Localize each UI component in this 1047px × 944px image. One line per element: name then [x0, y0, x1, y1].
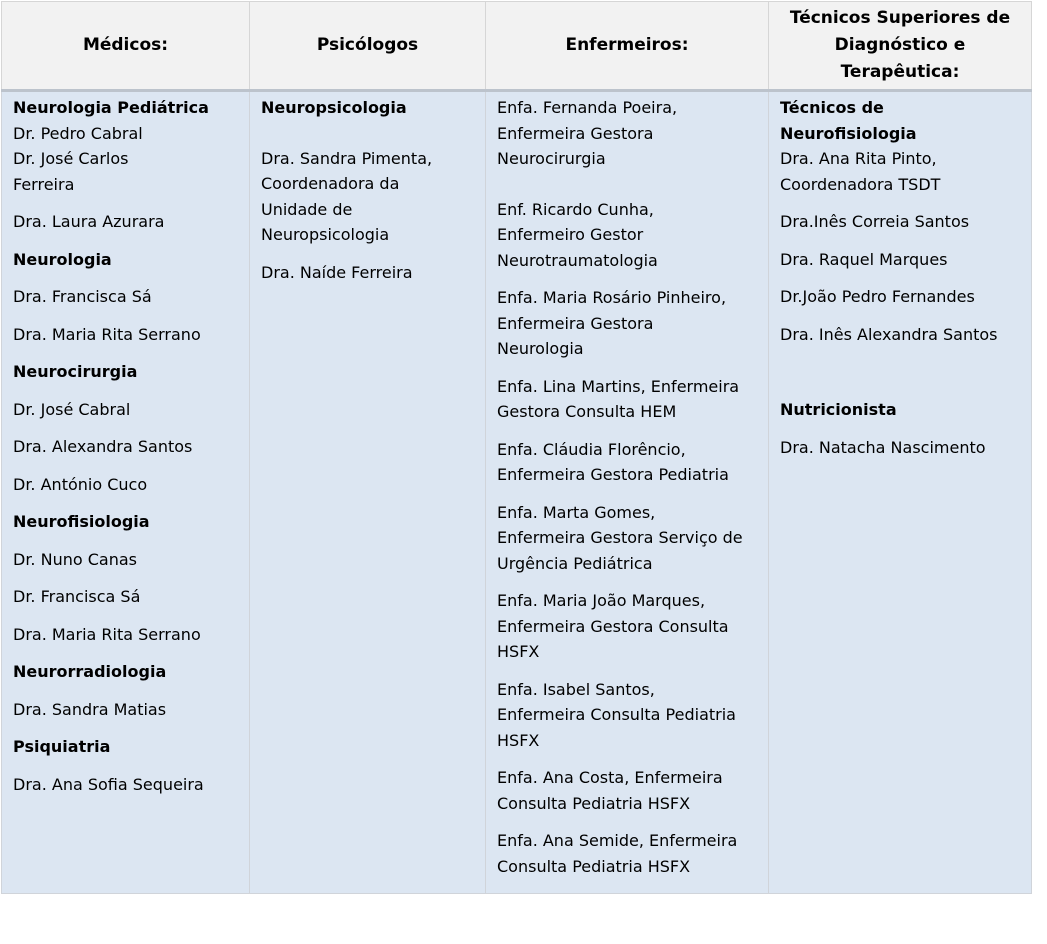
nurse-entry — [497, 437, 758, 488]
person-name: Dra.Inês Correia Santos — [780, 212, 970, 231]
nurse-role: Enfermeiro Gestor — [497, 225, 644, 244]
nurse-entry — [497, 500, 758, 577]
person-name: Dra. Ana Sofia Sequeira — [13, 774, 204, 794]
person-name: Dra. Ana Rita Pinto, — [780, 149, 937, 168]
person-name: Dra. Sandra Matias — [13, 699, 167, 719]
section-title: Neurologia — [13, 249, 112, 269]
person-name: Dra. Maria Rita Serrano — [13, 624, 201, 644]
nurse-unit: HSFX — [497, 642, 540, 661]
nurse-entry — [497, 197, 758, 274]
nurse-name: Enfa. Maria João Marques, — [497, 591, 706, 610]
header-row — [2, 2, 1032, 91]
person-name: Dra. Sandra Pimenta, — [261, 148, 433, 168]
nurse-role: Enfermeira Gestora Consulta — [497, 616, 729, 636]
person-name: Dra. Natacha Nascimento — [780, 437, 986, 457]
nurse-unit: Neurocirurgia — [497, 149, 606, 168]
nurse-unit: Neurotraumatologia — [497, 250, 658, 270]
person-name: Dra. Laura Azurara — [13, 212, 165, 231]
nurse-role: Consulta Pediatria HSFX — [497, 856, 691, 876]
nurse-entry — [497, 374, 758, 425]
person-name: Dr.João Pedro Fernandes — [780, 287, 975, 306]
nurse-entry — [497, 95, 758, 172]
nurse-role: Enfermeira Gestora Pediatria — [497, 465, 729, 484]
person-name: Ferreira — [13, 174, 75, 194]
section-title: Psiquiatria — [13, 737, 111, 756]
person-name: Dr. Nuno Canas — [13, 549, 137, 569]
nurse-name: Enfa. Lina Martins, Enfermeira — [497, 376, 740, 396]
nurse-name: Enfa. Marta Gomes, — [497, 502, 656, 522]
nurse-entry — [497, 285, 758, 362]
person-name: Dra. Naíde Ferreira — [261, 262, 413, 282]
tecnicos-cell — [769, 91, 1032, 894]
nurse-name: Enfa. Fernanda Poeira, — [497, 98, 678, 117]
header-tecnicos-line1: Técnicos Superiores de — [789, 8, 1011, 28]
nurse-name: Enfa. Isabel Santos, — [497, 679, 655, 699]
person-name: Dr. José Carlos — [13, 149, 129, 168]
medicos-cell — [2, 91, 250, 894]
nurse-role: Enfermeira Gestora Serviço de — [497, 528, 743, 547]
nurse-name: Enf. Ricardo Cunha, — [497, 199, 654, 219]
nurse-name: Enfa. Ana Semide, Enfermeira — [497, 831, 738, 850]
nurse-role: Enfermeira Gestora — [497, 313, 654, 333]
section-title: Nutricionista — [780, 400, 897, 419]
nurse-entry — [497, 677, 758, 754]
header-tecnicos — [769, 2, 1032, 91]
person-role: Neuropsicologia — [261, 225, 390, 244]
person-role: Unidade de — [261, 199, 353, 219]
nurse-entry — [497, 765, 758, 816]
staff-table — [1, 1, 1032, 894]
nurse-role: Consulta Pediatria HSFX — [497, 793, 691, 813]
content-row — [2, 91, 1032, 894]
nurse-unit: Neurologia — [497, 339, 584, 358]
person-name: Dra. Raquel Marques — [780, 249, 948, 269]
section-title: Neurofisiologia — [13, 512, 150, 531]
staff-table-container — [1, 1, 1031, 894]
person-name: Dr. Pedro Cabral — [13, 123, 143, 143]
section-title: Técnicos de Neurofisiologia — [780, 98, 917, 143]
nurse-unit: HSFX — [497, 730, 540, 750]
nurse-entry — [497, 588, 758, 665]
psicologos-cell — [250, 91, 486, 894]
nurse-role: Gestora Consulta HEM — [497, 402, 677, 421]
person-name: Dra. Francisca Sá — [13, 287, 152, 306]
enfermeiros-cell — [486, 91, 769, 894]
nurse-entry — [497, 828, 758, 879]
nurse-name: Enfa. Maria Rosário Pinheiro, — [497, 288, 727, 307]
nurse-name: Enfa. Cláudia Florêncio, — [497, 439, 686, 459]
nurse-role: Enfermeira Consulta Pediatria — [497, 705, 736, 724]
section-title: Neurologia Pediátrica — [13, 98, 209, 117]
nurse-role: Enfermeira Gestora — [497, 123, 654, 143]
header-medicos: Médicos: — [2, 2, 250, 91]
header-tecnicos-line3: Terapêutica: — [840, 62, 960, 82]
header-enfermeiros: Enfermeiros: — [486, 2, 769, 91]
section-title: Neurocirurgia — [13, 362, 138, 381]
nurse-name: Enfa. Ana Costa, Enfermeira — [497, 768, 723, 787]
person-name: Dr. José Cabral — [13, 399, 131, 419]
header-tecnicos-line2: Diagnóstico e — [834, 35, 966, 55]
person-name: Dra. Inês Alexandra Santos — [780, 324, 998, 344]
section-title: Neuropsicologia — [261, 98, 407, 117]
section-title: Neurorradiologia — [13, 662, 167, 681]
header-psicologos: Psicólogos — [250, 2, 486, 91]
person-role: Coordenadora TSDT — [780, 174, 941, 194]
person-name: Dr. António Cuco — [13, 474, 148, 494]
person-name: Dra. Alexandra Santos — [13, 437, 193, 456]
person-name: Dr. Francisca Sá — [13, 587, 141, 606]
nurse-unit: Urgência Pediátrica — [497, 553, 653, 573]
person-role: Coordenadora da — [261, 174, 400, 193]
person-name: Dra. Maria Rita Serrano — [13, 324, 201, 344]
